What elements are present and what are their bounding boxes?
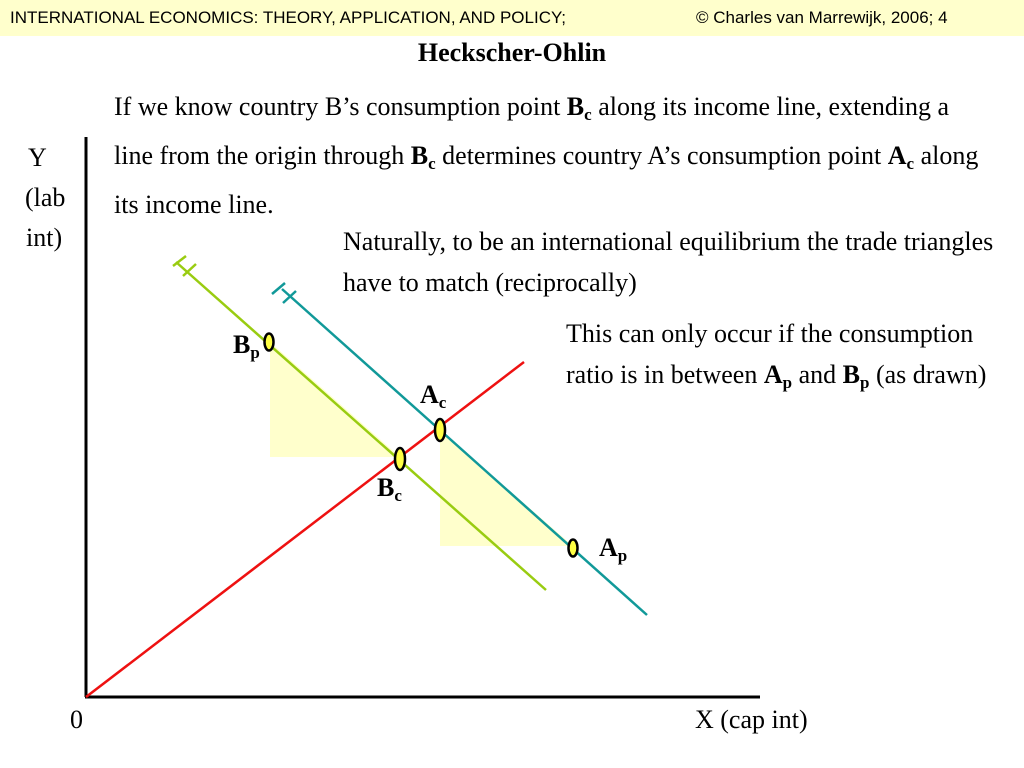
- marker-bp: [265, 334, 274, 351]
- y-axis-label-line2: (lab: [25, 183, 66, 212]
- marker-bc: [395, 448, 405, 470]
- paragraph-equilibrium: Naturally, to be an international equilibrium the trade triangles have to match (reciprocally): [343, 227, 994, 297]
- x-axis-label: X (cap int): [695, 705, 808, 734]
- header-copyright: © Charles van Marrewijk, 2006; 4: [696, 8, 948, 27]
- paragraph-consumption-ratio: This can only occur if the consumption ratio is in between $A_p$ and $B_p$ (as drawn): [566, 319, 987, 392]
- tick-marks-line-a: [272, 283, 296, 303]
- slide-title: Heckscher-Ohlin: [417, 38, 607, 67]
- income-line-country-b: [176, 262, 546, 590]
- marker-ac: [435, 419, 445, 441]
- label-bp: $B_p$: [233, 330, 260, 362]
- y-axis-label-line3: int): [26, 223, 63, 252]
- label-bc: $B_c$: [377, 473, 402, 505]
- label-ac: $A_c$: [420, 380, 447, 412]
- trade-triangle-b: [270, 342, 400, 457]
- tick-marks-line-b: [173, 256, 196, 276]
- y-axis-label-line1: Y: [28, 143, 47, 172]
- marker-ap: [569, 540, 578, 557]
- origin-label: 0: [70, 705, 83, 734]
- header-course-title: INTERNATIONAL ECONOMICS: THEORY, APPLICATION, AND POLICY;: [10, 8, 566, 27]
- paragraph-consumption-point: If we know country B’s consumption point $B_c$ along its income line, extending a line from the origin through $B_c$ determines country A’s consumption point $A_c$ along its income line.: [114, 92, 979, 219]
- label-ap: $A_p$: [599, 533, 628, 565]
